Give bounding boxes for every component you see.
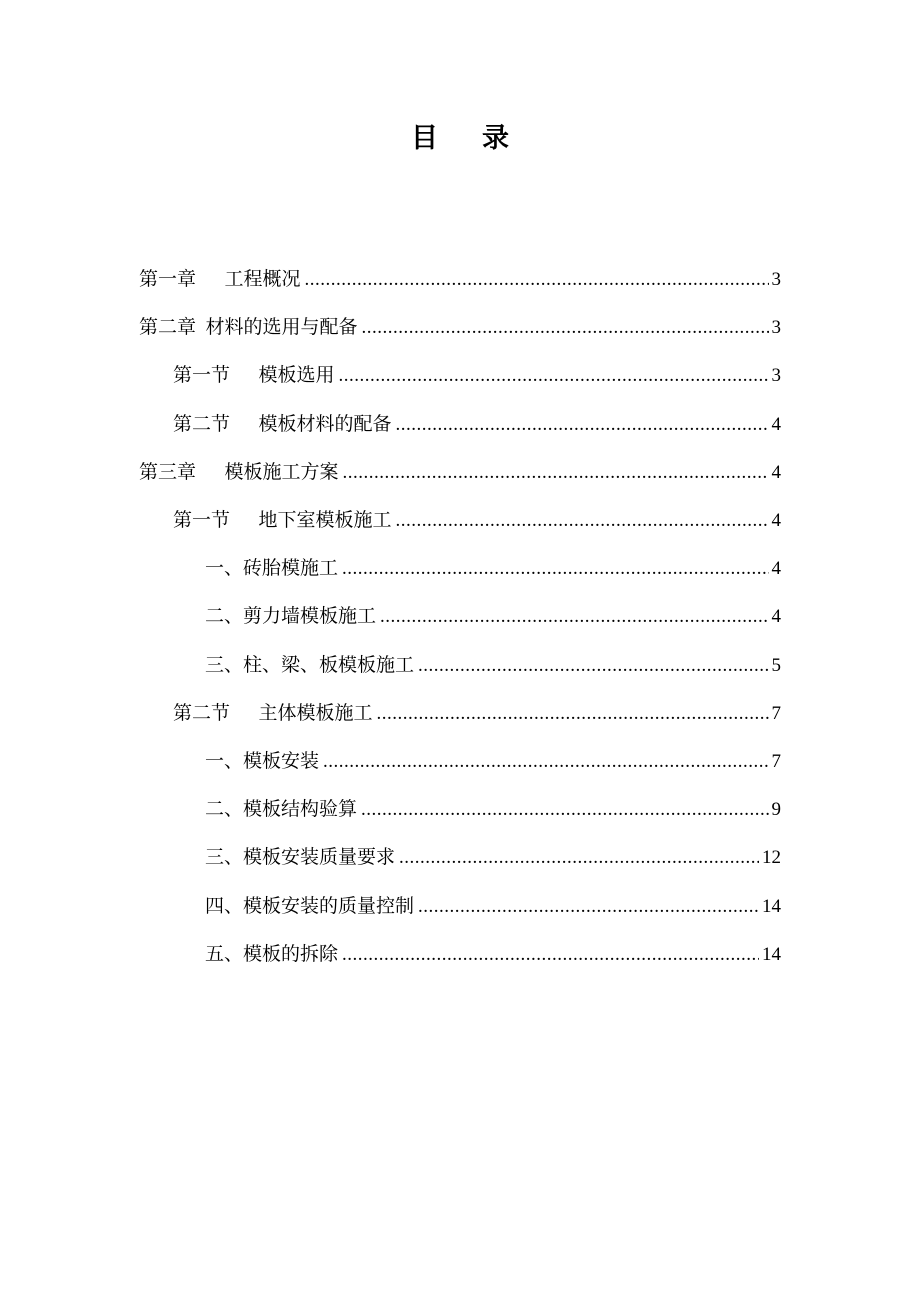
toc-entry[interactable] [205, 786, 781, 834]
toc-entry-label: 第一节 模板选用 [173, 365, 335, 386]
toc-entry-label: 第三章 模板施工方案 [139, 462, 339, 483]
dot-leader [339, 352, 769, 400]
toc-entry[interactable] [139, 304, 781, 352]
toc-entry[interactable] [205, 883, 781, 931]
toc-entry[interactable] [173, 690, 781, 738]
toc-entry[interactable] [205, 593, 781, 641]
toc-entry[interactable] [205, 642, 781, 690]
toc-entry-label: 第二节 主体模板施工 [173, 703, 373, 724]
dot-leader [418, 642, 768, 690]
toc-entry-label: 三、模板安装质量要求 [205, 847, 396, 868]
dot-leader [380, 593, 768, 641]
toc-entry-page-number: 7 [771, 751, 781, 772]
toc-entry-label: 第二节 模板材料的配备 [173, 414, 392, 435]
dot-leader [342, 931, 759, 979]
dot-leader [418, 883, 759, 931]
toc-entry[interactable] [139, 449, 781, 497]
toc-entry-label: 第二章 材料的选用与配备 [139, 317, 358, 338]
toc-title: 目录 [411, 123, 553, 153]
dot-leader [377, 690, 769, 738]
toc-entry-page-number: 4 [771, 606, 781, 627]
toc-entry[interactable] [205, 931, 781, 979]
toc-entry-page-number: 3 [771, 317, 781, 338]
toc-entry-page-number: 9 [771, 799, 781, 820]
toc-entry-page-number: 14 [762, 944, 781, 965]
dot-leader [361, 786, 768, 834]
toc-entry-label: 四、模板安装的质量控制 [205, 896, 415, 917]
toc-entry-page-number: 14 [762, 896, 781, 917]
dot-leader [323, 738, 768, 786]
toc-entry-page-number: 4 [771, 462, 781, 483]
dot-leader [305, 256, 769, 304]
toc-entry[interactable] [173, 352, 781, 400]
dot-leader [396, 401, 769, 449]
dot-leader [362, 304, 769, 352]
dot-leader [396, 497, 769, 545]
toc-entry-label: 三、柱、梁、板模板施工 [205, 655, 415, 676]
toc-entry-label: 二、模板结构验算 [205, 799, 358, 820]
dot-leader [399, 834, 759, 882]
toc-entry[interactable] [205, 545, 781, 593]
toc-entry-page-number: 4 [771, 558, 781, 579]
toc-entry-label: 第一节 地下室模板施工 [173, 510, 392, 531]
toc-entry-page-number: 3 [771, 365, 781, 386]
toc-entry[interactable] [205, 738, 781, 786]
dot-leader [342, 545, 768, 593]
toc-entry-label: 一、模板安装 [205, 751, 320, 772]
toc-entry-page-number: 3 [771, 269, 781, 290]
toc-entry[interactable] [173, 401, 781, 449]
toc-entry-label: 一、砖胎模施工 [205, 558, 339, 579]
toc-entry-page-number: 4 [771, 414, 781, 435]
toc-entry-page-number: 4 [771, 510, 781, 531]
toc-entry-page-number: 5 [771, 655, 781, 676]
toc-entry[interactable] [205, 834, 781, 882]
toc-entry-label: 二、剪力墙模板施工 [205, 606, 377, 627]
toc-entry-page-number: 12 [762, 847, 781, 868]
toc-entry-label: 第一章 工程概况 [139, 269, 301, 290]
dot-leader [343, 449, 769, 497]
toc-entry[interactable] [173, 497, 781, 545]
toc-entry[interactable] [139, 256, 781, 304]
toc-entry-label: 五、模板的拆除 [205, 944, 339, 965]
toc-entry-page-number: 7 [771, 703, 781, 724]
